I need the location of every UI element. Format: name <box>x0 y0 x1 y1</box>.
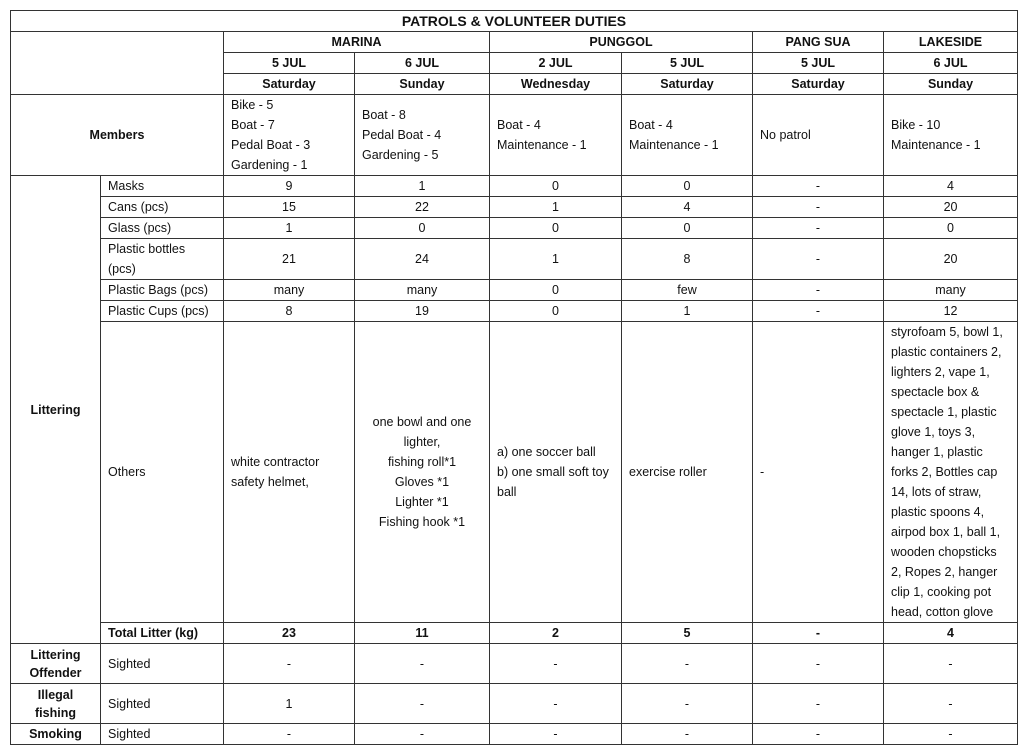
offence-row <box>11 724 1018 745</box>
location-punggol: PUNGGOL <box>490 32 753 53</box>
offence-row <box>11 644 1018 684</box>
offence-sub-label: Sighted <box>101 644 224 684</box>
offence-value: - <box>355 684 490 724</box>
offence-value: - <box>622 724 753 745</box>
total-value: 2 <box>490 623 622 644</box>
litter-row <box>11 280 1018 301</box>
others-line: Gloves *1 <box>394 475 450 489</box>
member-line: No patrol <box>760 128 811 142</box>
patrol-report <box>10 10 1018 745</box>
others-cell <box>490 322 622 623</box>
day-cell: Wednesday <box>490 74 622 95</box>
others-line: fishing roll*1 <box>387 455 457 469</box>
offence-value: - <box>490 724 622 745</box>
litter-value: 0 <box>490 176 622 197</box>
litter-value: - <box>753 301 884 322</box>
member-line: Boat - 8 <box>362 108 406 122</box>
litter-value: 0 <box>355 218 490 239</box>
members-row <box>11 95 1018 176</box>
day-cell: Sunday <box>884 74 1018 95</box>
litter-value: 0 <box>490 301 622 322</box>
offence-row <box>11 684 1018 724</box>
litter-value: - <box>753 280 884 301</box>
others-line: Fishing hook *1 <box>378 515 466 529</box>
table-title: PATROLS & VOLUNTEER DUTIES <box>11 11 1018 32</box>
litter-value: few <box>622 280 753 301</box>
member-line: Pedal Boat - 3 <box>231 138 311 152</box>
offence-value: - <box>884 644 1018 684</box>
offence-sub-label: Sighted <box>101 684 224 724</box>
litter-item-label: Plastic Bags (pcs) <box>101 280 224 301</box>
offence-value: 1 <box>224 684 355 724</box>
others-row <box>11 322 1018 623</box>
member-line: Maintenance - 1 <box>629 138 719 152</box>
total-row <box>11 623 1018 644</box>
others-line: b) one small soft toy ball <box>497 465 609 499</box>
litter-item-label: Cans (pcs) <box>101 197 224 218</box>
others-line: Lighter *1 <box>395 495 449 509</box>
litter-value: 0 <box>490 218 622 239</box>
day-cell: Saturday <box>753 74 884 95</box>
litter-value: - <box>753 239 884 280</box>
members-cell <box>753 95 884 176</box>
location-lakeside: LAKESIDE <box>884 32 1018 53</box>
members-cell <box>622 95 753 176</box>
member-line: Maintenance - 1 <box>891 138 981 152</box>
litter-value: 8 <box>622 239 753 280</box>
members-label: Members <box>11 95 224 176</box>
total-label: Total Litter (kg) <box>101 623 224 644</box>
member-line: Gardening - 1 <box>231 158 308 172</box>
offence-label: Illegal fishing <box>11 684 101 724</box>
offence-value: - <box>753 724 884 745</box>
littering-label: Littering <box>11 176 101 644</box>
litter-value: 1 <box>224 218 355 239</box>
others-cell <box>355 322 490 623</box>
litter-value: 20 <box>884 239 1018 280</box>
offence-value: - <box>753 684 884 724</box>
members-cell <box>884 95 1018 176</box>
litter-item-label: Plastic Cups (pcs) <box>101 301 224 322</box>
offence-value: - <box>884 684 1018 724</box>
litter-row <box>11 239 1018 280</box>
litter-value: 1 <box>490 239 622 280</box>
litter-value: 0 <box>622 176 753 197</box>
location-marina: MARINA <box>224 32 490 53</box>
litter-value: 0 <box>490 280 622 301</box>
litter-value: 0 <box>884 218 1018 239</box>
member-line: Bike - 10 <box>891 118 941 132</box>
offence-label: Smoking <box>11 724 101 745</box>
litter-item-label: Masks <box>101 176 224 197</box>
day-cell: Saturday <box>622 74 753 95</box>
date-cell: 6 JUL <box>355 53 490 74</box>
litter-value: 1 <box>355 176 490 197</box>
day-cell: Saturday <box>224 74 355 95</box>
total-value: 11 <box>355 623 490 644</box>
offence-sub-label: Sighted <box>101 724 224 745</box>
offence-value: - <box>622 644 753 684</box>
litter-value: 8 <box>224 301 355 322</box>
litter-value: - <box>753 197 884 218</box>
litter-value: 21 <box>224 239 355 280</box>
litter-value: many <box>355 280 490 301</box>
date-cell: 5 JUL <box>753 53 884 74</box>
offence-value: - <box>355 724 490 745</box>
offence-value: - <box>884 724 1018 745</box>
others-line: a) one soccer ball <box>497 445 596 459</box>
litter-value: many <box>884 280 1018 301</box>
offence-value: - <box>753 644 884 684</box>
others-cell: styrofoam 5, bowl 1, plastic containers 2, lighters 2, vape 1, spectacle box & spectacle 1, plastic glove 1, toys 3, hanger 1, plastic forks 2, Bottles cap 14, lots of straw, plastic spoons 4, airpod box 1, ball 1, wooden chopsticks 2, Ropes 2, hanger clip 1, cooking pot head, cotton glove <box>884 322 1018 623</box>
date-cell: 5 JUL <box>622 53 753 74</box>
litter-value: many <box>224 280 355 301</box>
litter-value: - <box>753 218 884 239</box>
offence-value: - <box>490 684 622 724</box>
litter-value: 20 <box>884 197 1018 218</box>
litter-value: - <box>753 176 884 197</box>
total-value: 5 <box>622 623 753 644</box>
litter-value: 22 <box>355 197 490 218</box>
litter-value: 4 <box>884 176 1018 197</box>
others-line: one bowl and one lighter, <box>372 415 472 449</box>
litter-value: 1 <box>622 301 753 322</box>
others-cell: - <box>753 322 884 623</box>
litter-value: 12 <box>884 301 1018 322</box>
litter-row <box>11 197 1018 218</box>
member-line: Boat - 4 <box>629 118 673 132</box>
litter-row <box>11 218 1018 239</box>
total-value: 23 <box>224 623 355 644</box>
day-cell: Sunday <box>355 74 490 95</box>
member-line: Bike - 5 <box>231 98 274 112</box>
total-value: 4 <box>884 623 1018 644</box>
member-line: Pedal Boat - 4 <box>362 128 442 142</box>
litter-item-label: Plastic bottles (pcs) <box>101 239 224 280</box>
litter-value: 4 <box>622 197 753 218</box>
member-line: Boat - 4 <box>497 118 541 132</box>
members-cell <box>490 95 622 176</box>
total-value: - <box>753 623 884 644</box>
offence-value: - <box>224 644 355 684</box>
date-cell: 5 JUL <box>224 53 355 74</box>
litter-value: 15 <box>224 197 355 218</box>
litter-value: 0 <box>622 218 753 239</box>
offence-value: - <box>224 724 355 745</box>
patrol-duties-table <box>10 10 1018 745</box>
offence-value: - <box>622 684 753 724</box>
date-cell: 2 JUL <box>490 53 622 74</box>
offence-value: - <box>490 644 622 684</box>
others-cell: exercise roller <box>622 322 753 623</box>
litter-row <box>11 176 1018 197</box>
litter-value: 24 <box>355 239 490 280</box>
members-cell <box>224 95 355 176</box>
litter-value: 1 <box>490 197 622 218</box>
litter-row <box>11 301 1018 322</box>
offence-value: - <box>355 644 490 684</box>
litter-value: 19 <box>355 301 490 322</box>
litter-item-label: Glass (pcs) <box>101 218 224 239</box>
members-cell <box>355 95 490 176</box>
header-corner <box>11 32 224 95</box>
date-cell: 6 JUL <box>884 53 1018 74</box>
others-label: Others <box>101 322 224 623</box>
others-cell: white contractor safety helmet, <box>224 322 355 623</box>
offence-label: Littering Offender <box>11 644 101 684</box>
member-line: Gardening - 5 <box>362 148 439 162</box>
location-pang-sua: PANG SUA <box>753 32 884 53</box>
litter-value: 9 <box>224 176 355 197</box>
member-line: Boat - 7 <box>231 118 275 132</box>
member-line: Maintenance - 1 <box>497 138 587 152</box>
